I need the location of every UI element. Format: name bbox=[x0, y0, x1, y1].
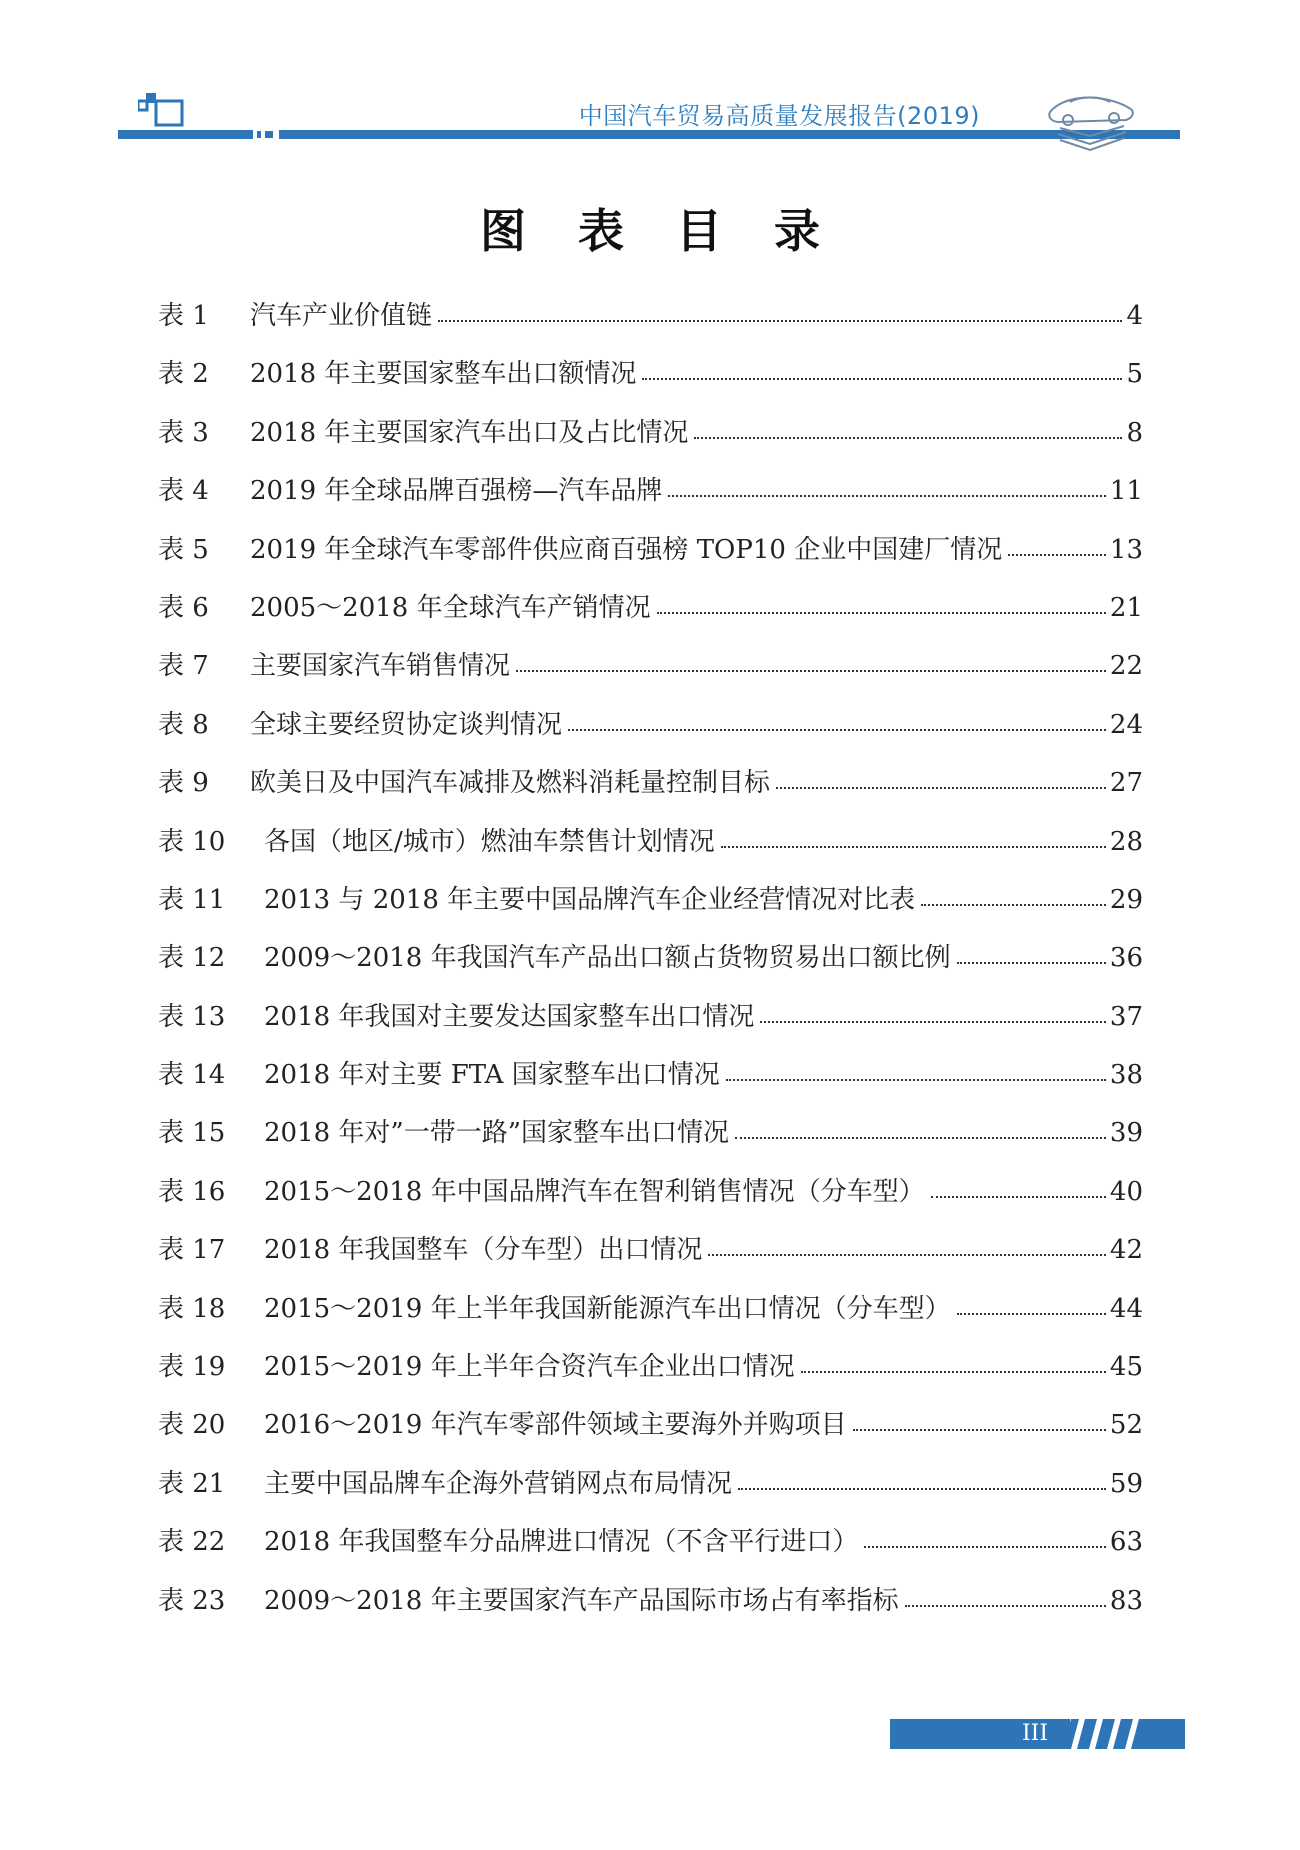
toc-entry[interactable] bbox=[158, 471, 1143, 529]
toc-leader-dots bbox=[738, 1486, 1106, 1490]
toc-entry[interactable] bbox=[158, 1464, 1143, 1522]
toc-page-number: 8 bbox=[1126, 417, 1143, 448]
toc-page-number: 4 bbox=[1126, 301, 1143, 331]
toc-table-number: 表 1 bbox=[158, 301, 209, 331]
toc-entry[interactable] bbox=[158, 588, 1143, 646]
toc-entry[interactable] bbox=[158, 997, 1143, 1055]
toc-table-title: 2015～2019 年上半年我国新能源汽车出口情况（分车型） bbox=[264, 1293, 951, 1324]
toc-page-number: 27 bbox=[1109, 768, 1143, 799]
toc-table-title: 2018 年主要国家汽车出口及占比情况 bbox=[250, 417, 689, 448]
toc-entry[interactable] bbox=[158, 938, 1143, 996]
toc-leader-dots bbox=[721, 844, 1106, 848]
toc-leader-dots bbox=[726, 1077, 1106, 1081]
toc-table-title: 2019 年全球品牌百强榜—汽车品牌 bbox=[250, 476, 663, 507]
squares-logo-icon bbox=[138, 93, 188, 129]
page-footer bbox=[0, 1715, 1300, 1755]
toc-entry[interactable] bbox=[158, 1230, 1143, 1288]
toc-leader-dots bbox=[668, 493, 1105, 497]
toc-entry[interactable] bbox=[158, 1113, 1143, 1171]
toc-table-title: 2018 年我国整车分品牌进口情况（不含平行进口） bbox=[264, 1527, 859, 1558]
toc-page-number: 59 bbox=[1109, 1468, 1143, 1499]
toc-table-title: 主要国家汽车销售情况 bbox=[250, 651, 511, 682]
toc-page-number: 13 bbox=[1109, 534, 1143, 565]
toc-leader-dots bbox=[657, 610, 1106, 614]
report-title: 中国汽车贸易高质量发展报告(2019) bbox=[578, 102, 980, 130]
toc-table-title: 2016～2019 年汽车零部件领域主要海外并购项目 bbox=[264, 1410, 847, 1441]
toc-leader-dots bbox=[516, 668, 1106, 672]
toc-leader-dots bbox=[801, 1369, 1106, 1373]
toc-leader-dots bbox=[864, 1544, 1105, 1548]
toc-leader-dots bbox=[694, 435, 1122, 439]
toc-entry[interactable] bbox=[158, 413, 1143, 471]
toc-page-number: 36 bbox=[1109, 943, 1143, 974]
toc-entry[interactable] bbox=[158, 763, 1143, 821]
toc-entry[interactable] bbox=[158, 646, 1143, 704]
toc-page-number: 42 bbox=[1109, 1235, 1143, 1266]
toc-table-title: 2018 年对主要 FTA 国家整车出口情况 bbox=[264, 1060, 720, 1091]
toc-entry[interactable] bbox=[158, 1405, 1143, 1463]
toc-page-number: 24 bbox=[1109, 709, 1143, 740]
toc-table-number: 表 4 bbox=[158, 476, 209, 507]
toc-leader-dots bbox=[853, 1427, 1106, 1431]
toc-leader-dots bbox=[642, 376, 1122, 380]
toc-entry[interactable] bbox=[158, 822, 1143, 880]
toc-leader-dots bbox=[776, 785, 1106, 789]
toc-leader-dots bbox=[931, 1194, 1106, 1198]
toc-table-number: 表 7 bbox=[158, 651, 209, 682]
toc-table-number: 表 3 bbox=[158, 417, 209, 448]
toc-table-title: 2018 年我国整车（分车型）出口情况 bbox=[264, 1235, 703, 1266]
toc-entry[interactable] bbox=[158, 1172, 1143, 1230]
toc-table-number: 表 21 bbox=[158, 1468, 226, 1499]
toc-page-number: 21 bbox=[1109, 592, 1143, 623]
toc-entry[interactable] bbox=[158, 705, 1143, 763]
toc-table-number: 表 15 bbox=[158, 1118, 226, 1149]
toc-page-number: 44 bbox=[1109, 1293, 1143, 1324]
toc-page-number: 11 bbox=[1109, 476, 1143, 507]
toc-table-number: 表 8 bbox=[158, 709, 209, 740]
toc-entry[interactable] bbox=[158, 1347, 1143, 1405]
toc-table-title: 各国（地区/城市）燃油车禁售计划情况 bbox=[264, 826, 715, 857]
toc-page-number: 37 bbox=[1109, 1001, 1143, 1032]
toc-entry[interactable] bbox=[158, 1581, 1143, 1639]
toc-table-number: 表 16 bbox=[158, 1176, 226, 1207]
toc-table-title: 2015～2018 年中国品牌汽车在智利销售情况（分车型） bbox=[264, 1176, 925, 1207]
toc-entry[interactable] bbox=[158, 1055, 1143, 1113]
toc-leader-dots bbox=[1008, 552, 1106, 556]
toc-table-title: 欧美日及中国汽车减排及燃料消耗量控制目标 bbox=[250, 768, 771, 799]
toc-leader-dots bbox=[735, 1135, 1106, 1139]
toc-table-title: 全球主要经贸协定谈判情况 bbox=[250, 709, 563, 740]
toc-entry[interactable] bbox=[158, 530, 1143, 588]
toc-page-number: 5 bbox=[1126, 359, 1143, 390]
toc-table-title: 汽车产业价值链 bbox=[250, 301, 433, 331]
toc-table-title: 2013 与 2018 年主要中国品牌汽车企业经营情况对比表 bbox=[264, 884, 916, 915]
toc-table-number: 表 10 bbox=[158, 826, 226, 857]
toc-page-number: 39 bbox=[1109, 1118, 1143, 1149]
toc-table-number: 表 12 bbox=[158, 943, 226, 974]
toc-page-number: 22 bbox=[1109, 651, 1143, 682]
toc-table-title: 2009～2018 年主要国家汽车产品国际市场占有率指标 bbox=[264, 1585, 899, 1616]
toc-entry[interactable] bbox=[158, 1522, 1143, 1580]
toc-table-number: 表 13 bbox=[158, 1001, 226, 1032]
toc-table-number: 表 9 bbox=[158, 768, 209, 799]
toc-entry[interactable] bbox=[158, 296, 1143, 354]
toc-table-title: 主要中国品牌车企海外营销网点布局情况 bbox=[264, 1468, 733, 1499]
toc-table-number: 表 19 bbox=[158, 1352, 226, 1383]
toc-page-number: 38 bbox=[1109, 1060, 1143, 1091]
toc-entry[interactable] bbox=[158, 354, 1143, 412]
page-number: III bbox=[1021, 1721, 1049, 1746]
toc-table-number: 表 5 bbox=[158, 534, 209, 565]
toc-entry[interactable] bbox=[158, 880, 1143, 938]
toc-leader-dots bbox=[957, 960, 1106, 964]
toc-leader-dots bbox=[957, 1311, 1106, 1315]
toc-table-title: 2019 年全球汽车零部件供应商百强榜 TOP10 企业中国建厂情况 bbox=[250, 534, 1003, 565]
toc-table-number: 表 2 bbox=[158, 359, 209, 390]
toc-table-number: 表 23 bbox=[158, 1585, 226, 1616]
toc-table-number: 表 22 bbox=[158, 1527, 226, 1558]
toc-page-number: 63 bbox=[1109, 1527, 1143, 1558]
toc-table-number: 表 6 bbox=[158, 592, 209, 623]
toc-page-number: 45 bbox=[1109, 1352, 1143, 1383]
toc-table-number: 表 18 bbox=[158, 1293, 226, 1324]
toc-page-number: 40 bbox=[1109, 1176, 1143, 1207]
toc-leader-dots bbox=[905, 1603, 1106, 1607]
toc-table-title: 2018 年主要国家整车出口额情况 bbox=[250, 359, 637, 390]
toc-leader-dots bbox=[921, 902, 1106, 906]
toc-page-number: 83 bbox=[1109, 1585, 1143, 1616]
table-of-contents bbox=[158, 296, 1143, 1639]
toc-page-number: 29 bbox=[1109, 884, 1143, 915]
toc-table-title: 2009～2018 年我国汽车产品出口额占货物贸易出口额比例 bbox=[264, 943, 951, 974]
toc-leader-dots bbox=[568, 727, 1106, 731]
toc-leader-dots bbox=[438, 318, 1122, 322]
toc-leader-dots bbox=[708, 1252, 1105, 1256]
car-emblem-icon bbox=[1040, 88, 1140, 160]
toc-page-number: 52 bbox=[1109, 1410, 1143, 1441]
toc-leader-dots bbox=[760, 1019, 1105, 1023]
toc-table-number: 表 20 bbox=[158, 1410, 226, 1441]
toc-entry[interactable] bbox=[158, 1289, 1143, 1347]
toc-table-number: 表 14 bbox=[158, 1060, 226, 1091]
toc-table-title: 2015～2019 年上半年合资汽车企业出口情况 bbox=[264, 1352, 795, 1383]
toc-table-title: 2005～2018 年全球汽车产销情况 bbox=[250, 592, 651, 623]
page-title: 图 表 目 录 bbox=[479, 204, 839, 258]
toc-table-number: 表 17 bbox=[158, 1235, 226, 1266]
toc-page-number: 28 bbox=[1109, 826, 1143, 857]
toc-table-number: 表 11 bbox=[158, 884, 226, 915]
page-header bbox=[0, 0, 1300, 170]
toc-table-title: 2018 年对”一带一路”国家整车出口情况 bbox=[264, 1118, 730, 1149]
toc-table-title: 2018 年我国对主要发达国家整车出口情况 bbox=[264, 1001, 755, 1032]
